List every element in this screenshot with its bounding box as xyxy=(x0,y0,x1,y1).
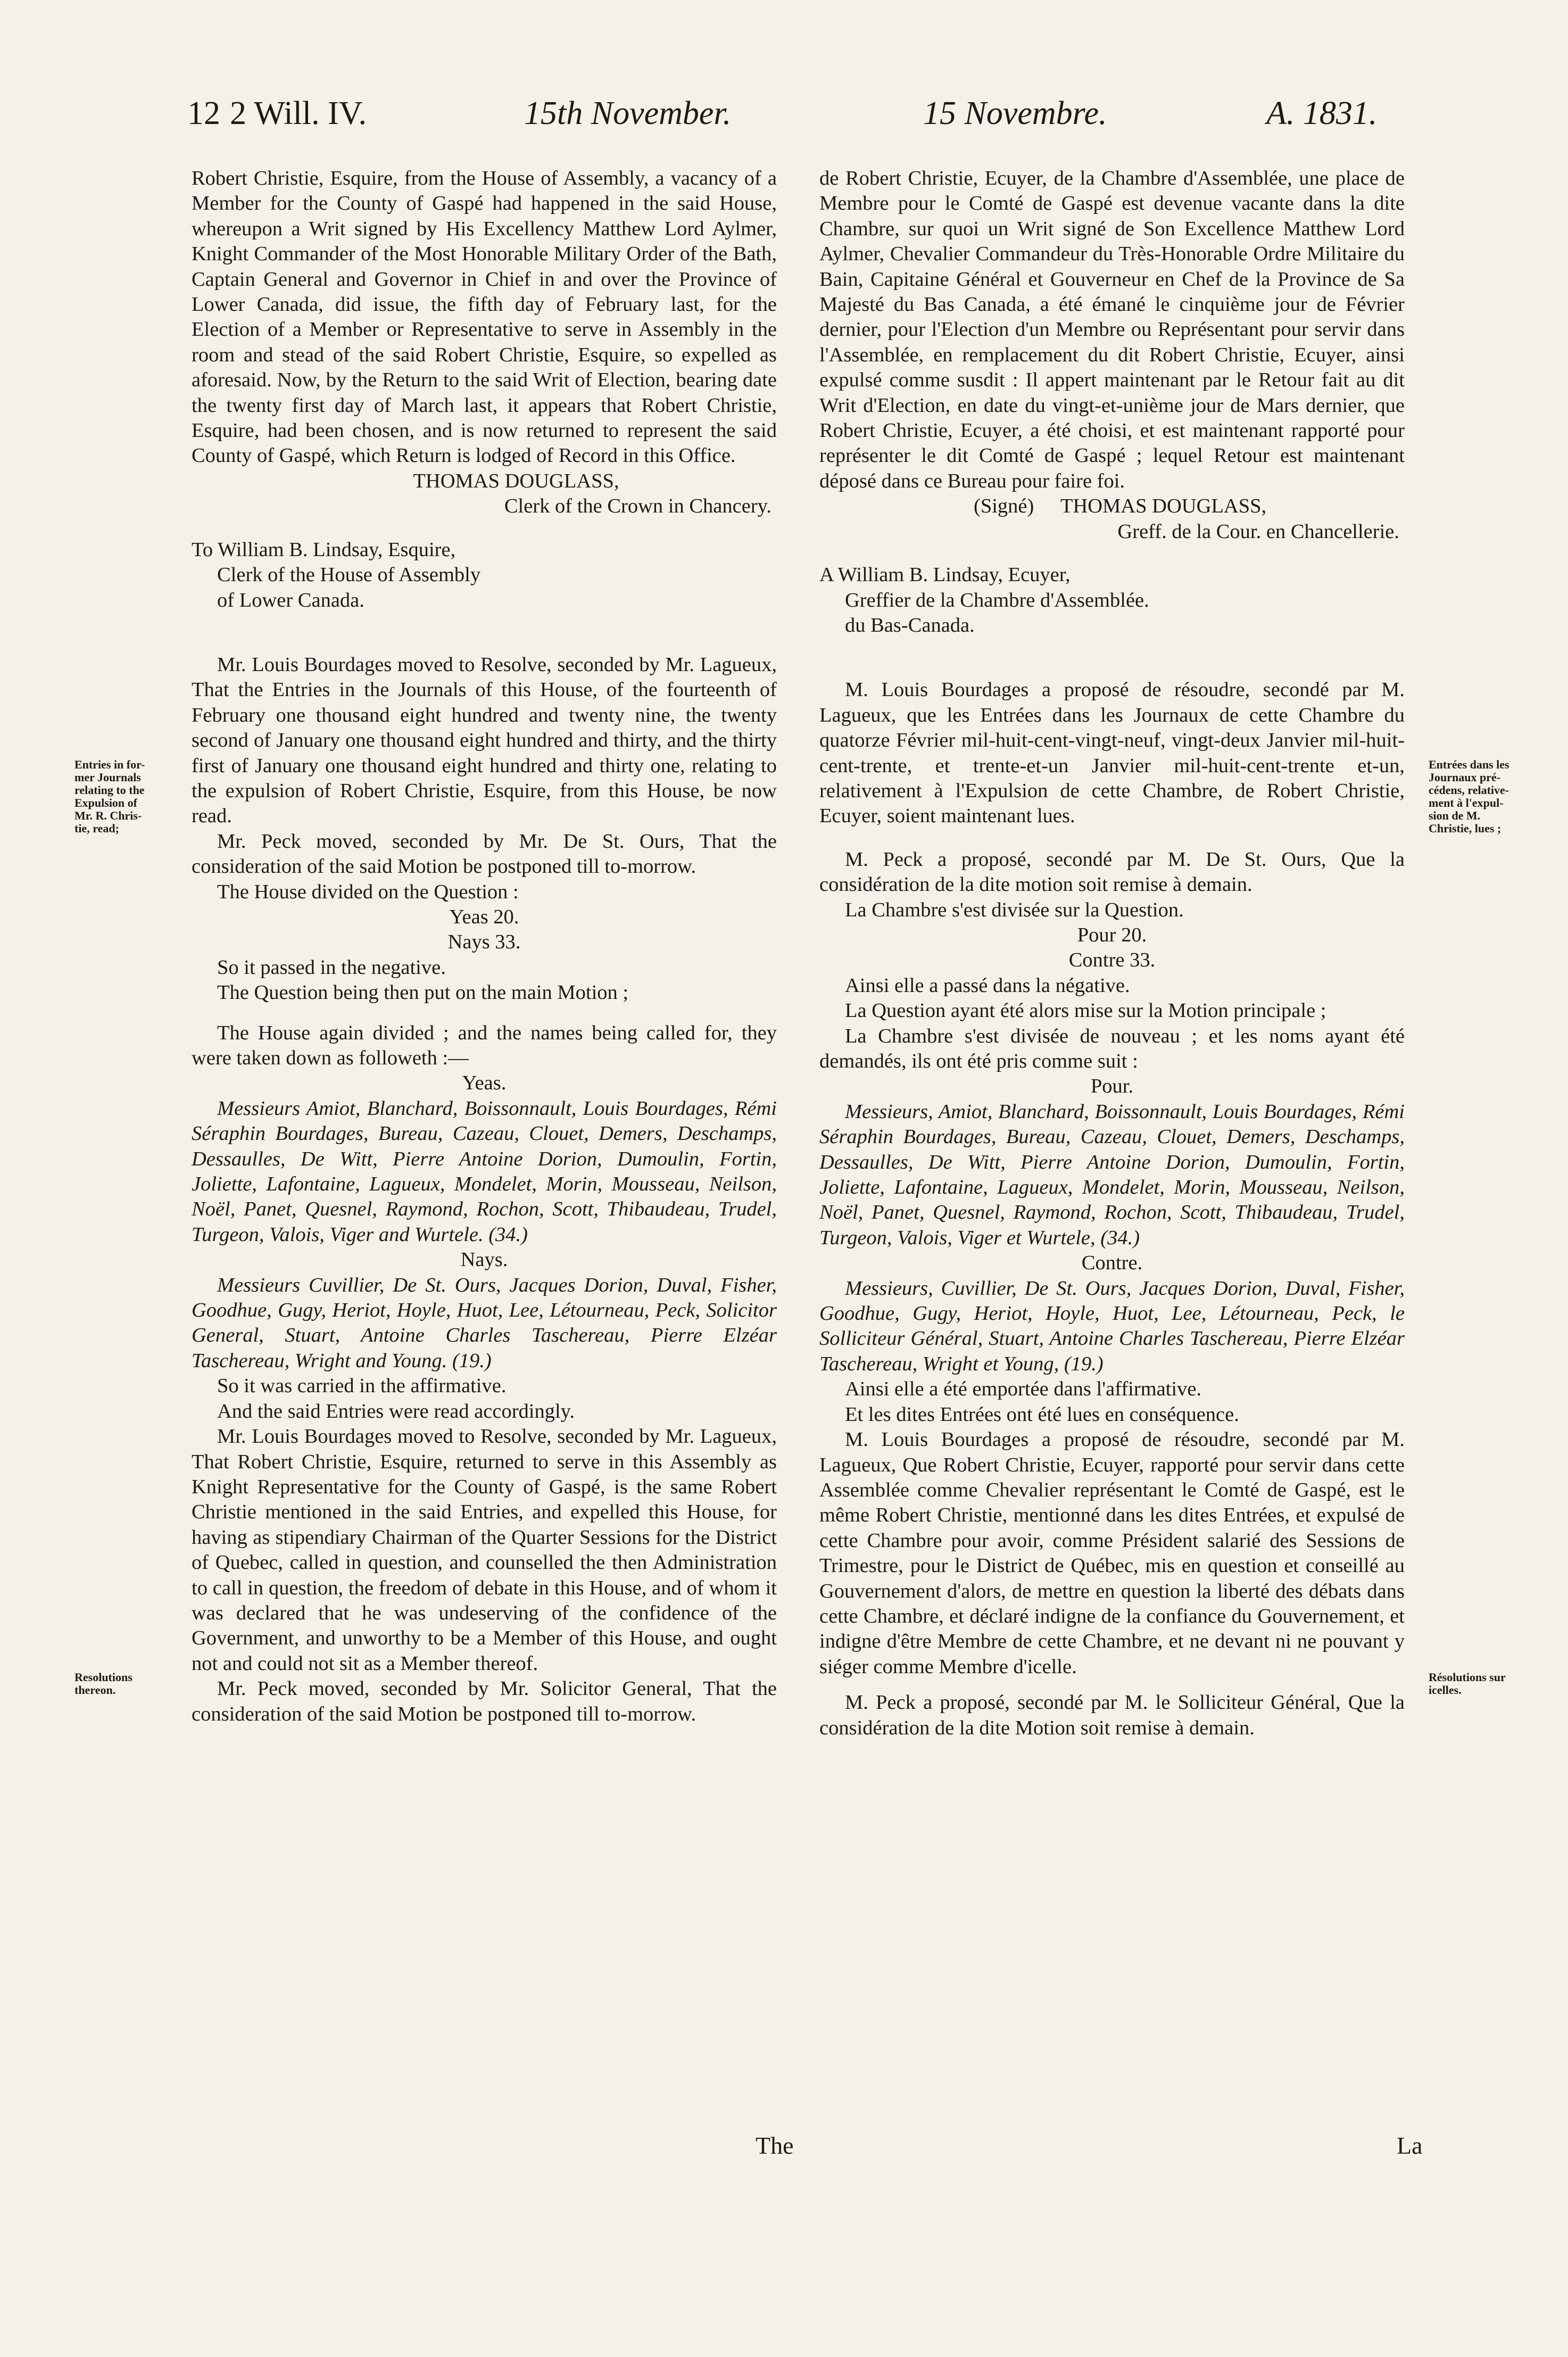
nays-count: Nays 33. xyxy=(447,931,521,954)
year: A. 1831. xyxy=(1266,95,1378,131)
negative-result: So it passed in the negative. xyxy=(217,956,446,979)
french-column xyxy=(819,166,1405,1741)
affirmative-result-fr: Ainsi elle a été emportée dans l'affirmative. xyxy=(845,1378,1202,1401)
addressee-line-3: of Lower Canada. xyxy=(217,589,364,611)
return-paragraph-fr: de Robert Christie, Ecuyer, de la Chambre d'Assemblée, une place de Membre pour le Comté de Gaspé est devenue vacante dans la dite Chambre, sur quoi un Writ signé de Son Excellence Matthew Lord Aylmer, Chevalier Commandeur du Très-Honorable Ordre Militaire du Bain, Capitaine Général et Gouverneur en Chef de la Province de Sa Majesté du Bas Canada, a été émané le cinquième jour de Février dernier, pour l'Election d'un Membre ou Représentant pour servir dans l'Assemblée, en remplacement du dit Robert Christie, Ecuyer, ainsi expulsé comme susdit : Il appert maintenant par le Retour fait au dit Writ d'Election, en date du vingt-et-unième jour de Mars dernier, que Robert Christie, Ecuyer, a été choisi, et est maintenant rapporté pour représenter le dit Comté de Gaspé ; lequel Retour est maintenant déposé dans ce Bureau pour faire foi. xyxy=(819,167,1405,492)
main-question: The Question being then put on the main Motion ; xyxy=(217,981,629,1004)
nays-heading: Nays. xyxy=(460,1248,508,1271)
postpone-motion-2-fr: M. Peck a proposé, secondé par M. le Solliciteur Général, Que la considération de la dite Motion soit remise à demain. xyxy=(819,1691,1405,1739)
addressee-line-2-fr: Greffier de la Chambre d'Assemblée. xyxy=(845,589,1149,611)
postpone-motion-fr: M. Peck a proposé, secondé par M. De St. Ours, Que la considération de la dite motion soit remise à demain. xyxy=(819,848,1405,896)
yeas-list-fr: Messieurs, Amiot, Blanchard, Boissonnault, Louis Bourdages, Rémi Séraphin Bourdages, Bureau, Cazeau, Clouet, Demers, Deschamps, Dessaulles, De Witt, Pierre Antoine Dorion, Dumoulin, Fortin, Joliette, Lafontaine, Lagueux, Mondelet, Morin, Mousseau, Neilson, Noël, Panet, Quesnel, Raymond, Rochon, Scott, Thibaudeau, Trudel, Turgeon, Valois, Viger et Wurtele, (34.) xyxy=(819,1100,1405,1249)
signatory-name: THOMAS DOUGLASS, xyxy=(413,469,619,492)
addressee-line-2: Clerk of the House of Assembly xyxy=(217,564,481,586)
signatory-title: Clerk of the Crown in Chancery. xyxy=(504,495,771,518)
signe-label: (Signé) xyxy=(974,495,1034,518)
second-division-fr: La Chambre s'est divisée de nouveau ; et les noms ayant été demandés, ils ont été pris comme suit : xyxy=(819,1024,1405,1072)
addressee-line-3-fr: du Bas-Canada. xyxy=(845,614,975,636)
margin-note-resolutions: Resolutions thereon. xyxy=(74,1670,132,1697)
date-french: 15 Novembre. xyxy=(923,95,1107,131)
regnal-year: 2 Will. IV. xyxy=(230,95,367,131)
negative-result-fr: Ainsi elle a passé dans la négative. xyxy=(845,974,1130,997)
resolution-paragraph: Mr. Louis Bourdages moved to Resolve, seconded by Mr. Lagueux, That Robert Christie, Esquire, returned to serve in this Assembly as Knight Representative for the County of Gaspé, is the same Robert Christie mentioned in the said Entries, and expelled this House, for having as stipendiary Chairman of the Quarter Sessions for the District of Quebec, called in question, and counselled the then Administration to call in question, the freedom of debate in this House, and of whom it was declared that he was undeserving of the confidence of the Government, and unworthy to be a Member of this House, and ought not and could not sit as a Member thereof. xyxy=(192,1425,777,1675)
catchword-english: The xyxy=(756,2132,794,2159)
entries-read-fr: Et les dites Entrées ont été lues en conséquence. xyxy=(845,1403,1239,1426)
postpone-motion-2: Mr. Peck moved, seconded by Mr. Solicitor General, That the consideration of the said Motion be postponed till to-morrow. xyxy=(192,1677,777,1725)
affirmative-result: So it was carried in the affirmative. xyxy=(217,1375,507,1397)
division-statement-fr: La Chambre s'est divisée sur la Question. xyxy=(845,898,1184,921)
return-paragraph: Robert Christie, Esquire, from the House of Assembly, a vacancy of a Member for the County of Gaspé had happened in the said House, whereupon a Writ signed by His Excellency Matthew Lord Aylmer, Knight Commander of the Most Honorable Military Order of the Bath, Captain General and Governor in Chief in and over the Province of Lower Canada, did issue, the fifth day of February last, for the Election of a Member or Representative to serve in Assembly in the room and stead of the said Robert Christie, Esquire, so expelled as aforesaid. Now, by the Return to the said Writ of Election, bearing date the twenty first day of March last, it appears that Robert Christie, Esquire, had been chosen, and is now returned to represent the said County of Gaspé, which Return is lodged of Record in this Office. xyxy=(192,167,777,467)
second-division: The House again divided ; and the names being called for, they were taken down as followeth :— xyxy=(192,1021,777,1069)
postpone-motion: Mr. Peck moved, seconded by Mr. De St. Ours, That the consideration of the said Motion be postponed till to-morrow. xyxy=(192,830,777,878)
resolution-paragraph-fr: M. Louis Bourdages a proposé de résoudre, secondé par M. Lagueux, Que Robert Christie, Ecuyer, rapporté pour servir dans cette Assemblée comme Chevalier représentant le Comté de Gaspé, est le même Robert Christie, mentionné dans les dites Entrées, et expulsé de cette Chambre pour avoir, comme Président salarié des Sessions de Trimestre, pour le District de Québec, mis en question et conseillé au Gouvernement d'alors, de mettre en question la liberté des débats dans cette Chambre, et déclaré indigne de la confiance du Gouvernement, et indigne d'être Membre de cette Chambre, et ne devant ni ne pouvant y siéger comme Membre d'icelle. xyxy=(819,1428,1405,1678)
entries-read: And the said Entries were read accordingly. xyxy=(217,1400,575,1423)
english-column xyxy=(192,166,777,1727)
main-question-fr: La Question ayant été alors mise sur la Motion principale ; xyxy=(845,999,1326,1022)
yeas-count: Yeas 20. xyxy=(449,905,519,928)
date-english: 15th November. xyxy=(524,95,732,131)
signatory-name-fr: THOMAS DOUGLASS, xyxy=(1060,495,1267,518)
addressee-line-1-fr: A William B. Lindsay, Ecuyer, xyxy=(819,564,1071,586)
margin-note-resolutions-fr: Résolutions sur icelles. xyxy=(1429,1670,1506,1697)
yeas-heading: Yeas. xyxy=(462,1072,507,1095)
catchword-french: La xyxy=(1397,2132,1423,2159)
yeas-count-fr: Pour 20. xyxy=(1077,923,1147,946)
yeas-heading-fr: Pour. xyxy=(1090,1075,1134,1098)
nays-list: Messieurs Cuvillier, De St. Ours, Jacques Dorion, Duval, Fisher, Goodhue, Gugy, Heriot, Hoyle, Huot, Lee, Létourneau, Peck, Solicitor General, Stuart, Antoine Charles Taschereau, Pierre Elzéar Taschereau, Wright and Young. (19.) xyxy=(192,1273,777,1372)
division-statement: The House divided on the Question : xyxy=(217,880,519,903)
margin-note-entries-read: Entries in for- mer Journals relating to the Expulsion of Mr. R. Chris- tie, read; xyxy=(74,758,145,835)
signatory-title-fr: Greff. de la Cour. en Chancellerie. xyxy=(1117,520,1399,543)
page-number: 12 xyxy=(187,95,220,131)
margin-note-entrees-lues: Entrées dans les Journaux pré- cédens, relative- ment à l'expul- sion de M. Christie, lues ; xyxy=(1429,758,1509,835)
nays-count-fr: Contre 33. xyxy=(1068,949,1156,972)
nays-list-fr: Messieurs, Cuvillier, De St. Ours, Jacques Dorion, Duval, Fisher, Goodhue, Gugy, Heriot, Hoyle, Huot, Lee, Létourneau, Peck, le Solliciteur Général, Stuart, Antoine Charles Taschereau, Pierre Elzéar Taschereau, Wright et Young, (19.) xyxy=(819,1277,1405,1375)
addressee-line-1: To William B. Lindsay, Esquire, xyxy=(192,538,456,561)
motion-paragraph: Mr. Louis Bourdages moved to Resolve, seconded by Mr. Lagueux, That the Entries in the Journals of this House, of the fourteenth of February one thousand eight hundred and twenty nine, the twenty second of January one thousand eight hundred and thirty, and the thirty first of January one thousand eight hundred and thirty one, relating to the expulsion of Robert Christie, Esquire, from this House, be now read. xyxy=(192,653,777,828)
motion-paragraph-fr: M. Louis Bourdages a proposé de résoudre, secondé par M. Lagueux, que les Entrées dans les Journaux de cette Chambre du quatorze Février mil-huit-cent-vingt-neuf, vingt-deux Janvier mil-huit-cent-trente, et trente-et-un Janvier mil-huit-cent-trente et-un, relativement à l'Expulsion de cette Chambre, de Robert Christie, Ecuyer, soient maintenant lues. xyxy=(819,679,1405,828)
signatory-line-fr xyxy=(819,494,1405,519)
nays-heading-fr: Contre. xyxy=(1081,1252,1143,1275)
yeas-list: Messieurs Amiot, Blanchard, Boissonnault, Louis Bourdages, Rémi Séraphin Bourdages, Bureau, Cazeau, Clouet, Demers, Deschamps, Dessaulles, De Witt, Pierre Antoine Dorion, Dumoulin, Fortin, Joliette, Lafontaine, Lagueux, Mondelet, Morin, Mousseau, Neilson, Noël, Panet, Quesnel, Raymond, Rochon, Scott, Thibaudeau, Trudel, Turgeon, Valois, Viger and Wurtele. (34.) xyxy=(192,1097,777,1246)
